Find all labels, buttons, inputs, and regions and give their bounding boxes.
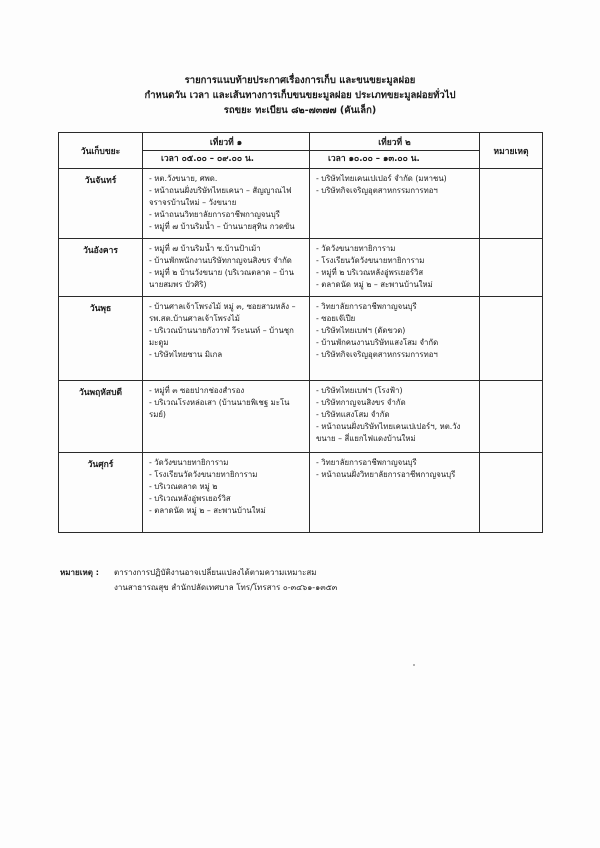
route-item: - หมู่ที่ ๗ บ้านริมน้ำ – บ้านนายสุทิน กวดขัน <box>149 222 295 231</box>
route-item: - หน้าถนนฝั่งวิทยาลัยการอาชีพกาญจนบุรี <box>316 470 456 479</box>
route-item: - บริษัทกิจเจริญอุตสาหกรรมการทอฯ <box>316 350 438 359</box>
route-item: มะดูม <box>149 338 169 347</box>
route-item: - บริษัทกาญจนสิงขร จำกัด <box>316 398 406 407</box>
round-2-cell <box>310 297 480 381</box>
route-item: - วิทยาลัยการอาชีพกาญจนบุรี <box>316 458 417 467</box>
time-round-1: เวลา ๐๕.๐๐ – ๐๙.๐๐ น. <box>143 151 310 169</box>
scan-speck <box>413 664 415 666</box>
footnote-line-1: ตารางการปฏิบัติงานอาจเปลี่ยนแปลงได้ตามความเหมาะสม <box>114 568 317 577</box>
route-item: - บริษัทไทยเคนเปเปอร์ จำกัด (มหาชน) <box>316 174 447 183</box>
schedule-body <box>59 169 543 533</box>
route-item: - บริษัทไทยเบฟฯ (โรงฟ้า) <box>316 386 403 395</box>
route-item: - บ้านศาลเจ้าโพรงไม้ หมู่ ๓, ซอยสามหลัง – <box>149 302 296 311</box>
header-round-2: เที่ยวที่ ๒ <box>310 133 480 151</box>
footnote-label: หมายเหตุ : <box>60 568 99 577</box>
table-row <box>59 169 543 239</box>
route-item: - โรงเรียนวัดวังขนายทายิการาม <box>149 470 258 479</box>
header-day: วันเก็บขยะ <box>59 133 143 169</box>
round-2-cell <box>310 169 480 239</box>
schedule-table <box>58 132 543 533</box>
route-item: - วิทยาลัยการอาชีพกาญจนบุรี <box>316 302 417 311</box>
time-round-2: เวลา ๑๐.๐๐ – ๑๓.๐๐ น. <box>310 151 480 169</box>
table-row <box>59 453 543 533</box>
doc-title-line-2: กำหนดวัน เวลา และเส้นทางการเก็บขนขยะมูลฝอย ประเภทขยะมูลฝอยทั่วไป <box>144 90 456 101</box>
route-item: - หน้าถนนฝั่งบริษัทไทยเคนเปเปอร์ฯ, หต.วัง <box>316 422 461 431</box>
round-1-cell <box>143 297 310 381</box>
header-round-1: เที่ยวที่ ๑ <box>143 133 310 151</box>
route-item: - วัดวังขนายทายิการาม <box>149 458 229 467</box>
day-cell: วันศุกร์ <box>59 453 143 533</box>
route-item: - ตลาดนัด หมู่ ๒ – สะพานบ้านใหม่ <box>316 280 433 289</box>
note-cell <box>480 239 543 297</box>
header-note: หมายเหตุ <box>480 133 543 169</box>
route-item: รพ.สต.บ้านศาลเจ้าโพรงไม้ <box>149 314 240 323</box>
route-item: - บริเวณโรงหล่อเสา (บ้านนายพิเชฐ มะโน <box>149 398 290 407</box>
route-item: - บริษัทไทยเบฟฯ (ดัดขวด) <box>316 326 406 335</box>
day-cell: วันจันทร์ <box>59 169 143 239</box>
route-item: - บริษัทกิจเจริญอุตสาหกรรมการทอฯ <box>316 186 438 195</box>
route-item: ขนาย – สี่แยกไฟแดงบ้านใหม่ <box>316 434 416 443</box>
note-cell <box>480 297 543 381</box>
route-item: - หมู่ที่ ๒ บริเวณหลังอู่พรเยอร์วิส <box>316 268 424 277</box>
table-row <box>59 239 543 297</box>
route-item: - หต.วังขนาย, ศพด. <box>149 174 218 183</box>
route-item: - บริเวณตลาด หมู่ ๒ <box>149 482 218 491</box>
table-row <box>59 297 543 381</box>
route-item: นายสมพร บัวศิริ) <box>149 280 207 289</box>
route-item: - หน้าถนนวิทยาลัยการอาชีพกาญจนบุรี <box>149 210 280 219</box>
route-item: - หมู่ที่ ๗ บ้านริมน้ำ ซ.บ้านป้าเม้า <box>149 244 261 253</box>
route-item: - โรงเรียนวัดวังขนายทายิการาม <box>316 256 425 265</box>
route-item: - บริเวณบ้านนายกังวาฬ วีระนนท์ – บ้านชุก <box>149 326 294 335</box>
round-2-cell <box>310 381 480 453</box>
round-1-cell <box>143 169 310 239</box>
route-item: - หมู่ที่ ๒ บ้านวังขนาย (บริเวณตลาด – บ้าน <box>149 268 294 277</box>
route-item: - หมู่ที่ ๓ ซอยปากช่องสำรอง <box>149 386 245 395</box>
day-cell: วันอังคาร <box>59 239 143 297</box>
round-1-cell <box>143 453 310 533</box>
route-item: - บริษัทแสงโสม จำกัด <box>316 410 390 419</box>
route-item: - บ้านพักพนักงานบริษัทกาญจนสิงขร จำกัด <box>149 256 292 265</box>
doc-title-line-1: รายการแนบท้ายประกาศเรื่องการเก็บ และขนขยะมูลฝอย <box>184 75 416 86</box>
route-item: - หน้าถนนฝั่งบริษัทไทยเคนา – สัญญาณไฟ <box>149 186 292 195</box>
note-cell <box>480 169 543 239</box>
doc-title-line-3: รถขยะ ทะเบียน ๘๒-๗๓๗๗ (คันเล็ก) <box>223 105 377 116</box>
day-cell: วันพฤหัสบดี <box>59 381 143 453</box>
table-row <box>59 381 543 453</box>
note-cell <box>480 453 543 533</box>
footnote-line-2: งานสาธารณสุข สำนักปลัดเทศบาล โทร/โทรสาร ๐-๓๔๖๑-๑๓๕๓ <box>114 583 338 592</box>
route-item: - วัดวังขนายทายิการาม <box>316 244 396 253</box>
note-cell <box>480 381 543 453</box>
route-item: - บริเวณหลังอู่พรเยอร์วิส <box>149 494 231 503</box>
route-item: - บ้านพักคนงานบริษัทแสงโสม จำกัด <box>316 338 439 347</box>
round-2-cell <box>310 453 480 533</box>
round-2-cell <box>310 239 480 297</box>
route-item: รมย์) <box>149 410 166 419</box>
round-1-cell <box>143 239 310 297</box>
round-1-cell <box>143 381 310 453</box>
route-item: จราจรบ้านใหม่ – วังขนาย <box>149 198 237 207</box>
route-item: - ซอยเจ๊เปีย <box>316 314 356 323</box>
route-item: - บริษัทไทยซาน มิเกล <box>149 350 223 359</box>
day-cell: วันพุธ <box>59 297 143 381</box>
route-item: - ตลาดนัด หมู่ ๒ – สะพานบ้านใหม่ <box>149 506 266 515</box>
